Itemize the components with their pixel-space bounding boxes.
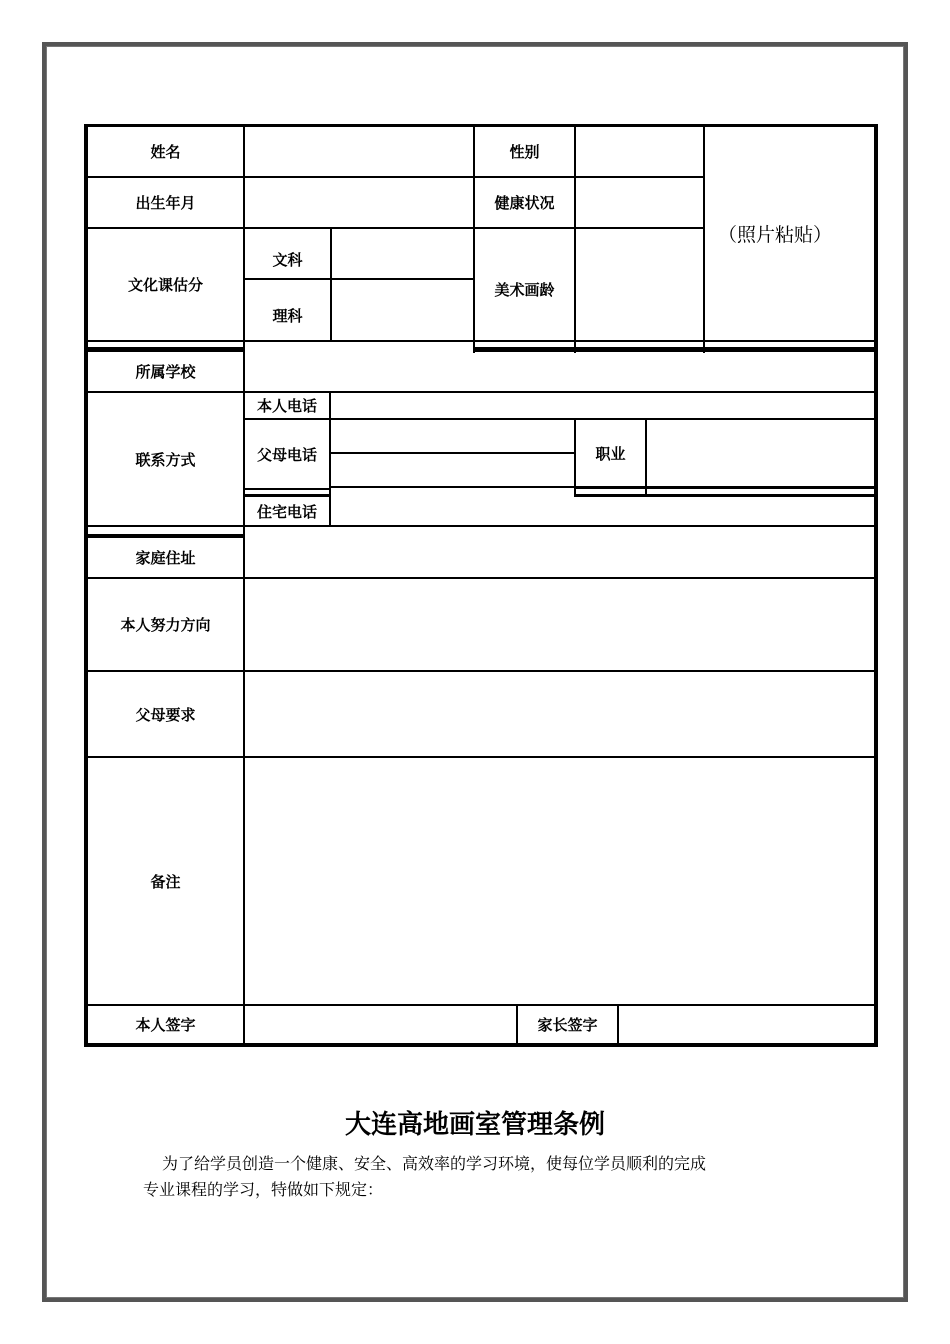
- parent-phone-field-1[interactable]: [331, 420, 574, 452]
- gender-label: 性别: [509, 143, 540, 161]
- name-field[interactable]: [245, 127, 473, 176]
- parent-sign-field[interactable]: [619, 1006, 874, 1043]
- self-sign-field[interactable]: [245, 1006, 516, 1043]
- school-field[interactable]: [245, 352, 874, 391]
- culture-score-label: 文化课估分: [127, 276, 203, 294]
- birth-field[interactable]: [245, 178, 473, 227]
- home-phone-label: 住宅电话: [256, 502, 317, 521]
- health-label: 健康状况: [494, 194, 555, 212]
- direction-field[interactable]: [245, 579, 874, 670]
- address-field[interactable]: [245, 527, 874, 577]
- regulations-title: 大连高地画室管理条例: [344, 1110, 605, 1140]
- parent-phone-field-2[interactable]: [331, 454, 574, 486]
- photo-placeholder[interactable]: （照片粘贴）: [718, 224, 833, 246]
- art-years-field[interactable]: [576, 229, 703, 340]
- liberal-arts-label: 文科: [272, 250, 303, 269]
- parent-requirements-label: 父母要求: [135, 705, 196, 724]
- regulations-intro-line-2: 专业课程的学习，特做如下规定：: [143, 1180, 384, 1199]
- contact-label: 联系方式: [135, 450, 196, 469]
- liberal-arts-score-field[interactable]: [332, 229, 473, 278]
- table-border-bottom: [84, 1043, 878, 1047]
- direction-label: 本人努力方向: [120, 616, 211, 634]
- birth-label: 出生年月: [135, 194, 196, 212]
- remarks-field[interactable]: [245, 758, 874, 1004]
- parent-requirements-field[interactable]: [245, 672, 874, 756]
- home-phone-field[interactable]: [331, 497, 874, 525]
- gender-field[interactable]: [576, 127, 703, 176]
- self-sign-label: 本人签字: [135, 1016, 196, 1034]
- own-phone-label: 本人电话: [256, 397, 317, 415]
- occupation-label: 职业: [595, 444, 626, 463]
- parent-phone-label: 父母电话: [256, 445, 317, 464]
- address-label: 家庭住址: [135, 549, 196, 567]
- science-label: 理科: [272, 306, 303, 325]
- occupation-field[interactable]: [647, 420, 874, 486]
- health-field[interactable]: [576, 178, 703, 227]
- art-years-label: 美术画龄: [494, 281, 555, 299]
- regulations-intro-line-1: 为了给学员创造一个健康、安全、高效率的学习环境，使每位学员顺利的完成: [162, 1154, 707, 1173]
- school-label: 所属学校: [135, 363, 196, 381]
- parent-sign-label: 家长签字: [537, 1016, 598, 1034]
- name-label: 姓名: [150, 143, 181, 161]
- science-score-field[interactable]: [332, 280, 473, 340]
- table-border-right: [874, 124, 878, 1047]
- remarks-label: 备注: [150, 872, 181, 891]
- own-phone-field[interactable]: [331, 393, 874, 418]
